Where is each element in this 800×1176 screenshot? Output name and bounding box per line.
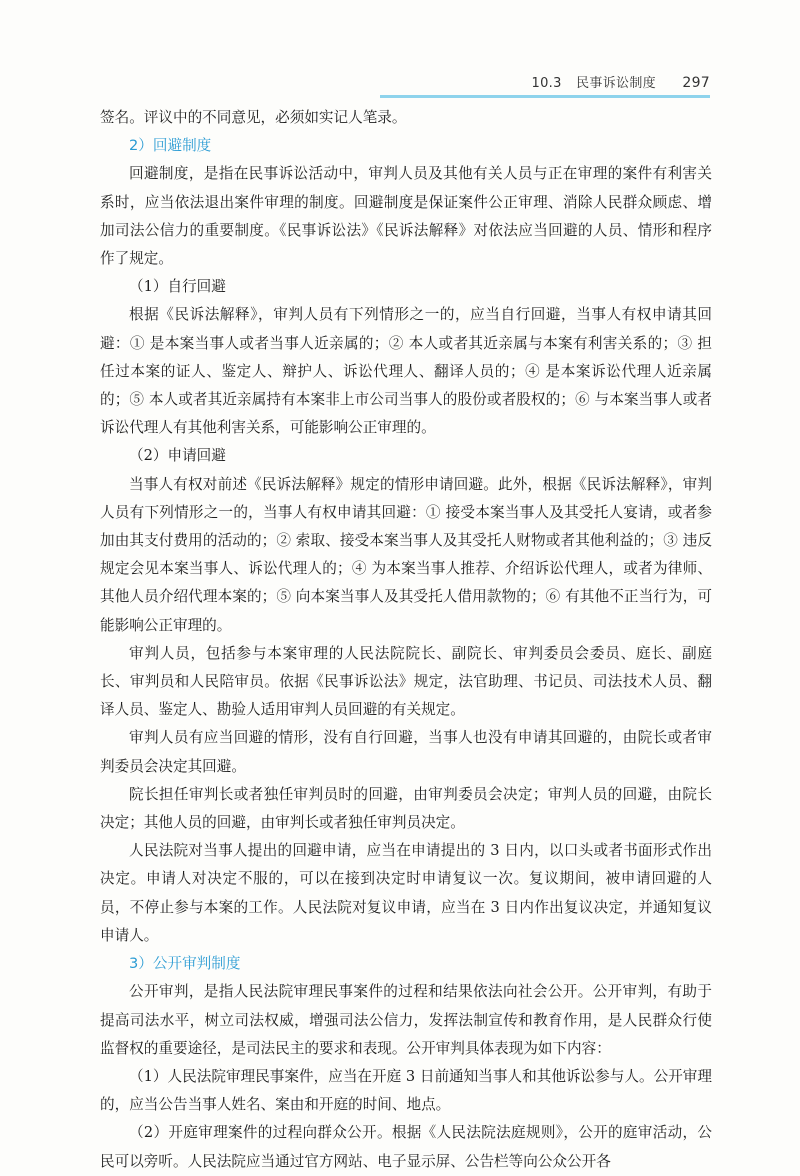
paragraph: 当事人有权对前述《民诉法解释》规定的情形申请回避。此外，根据《民诉法解释》，审判人员有下列情形之一的，当事人有权申请其回避：① 接受本案当事人及其受托人宴请，或者参加由其支付费用的活动的；② 索取、接受本案当事人及其受托人财物或者其他利益的；③ 违反规定会见本案当事人、诉讼代理人的；④ 为本案当事人推荐、介绍诉讼代理人，或者为律师、其他人员介绍代理本案的；⑤ 向本案当事人及其受托人借用款物的；⑥ 有其他不正当行为，可能影响公正审理的。 <box>100 475 712 634</box>
paragraph: 签名。评议中的不同意见，必须如实记人笔录。 <box>100 109 407 126</box>
page-number: 297 <box>682 75 710 91</box>
paragraph: 根据《民诉法解释》，审判人员有下列情形之一的，应当自行回避，当事人有权申请其回避：① 是本案当事人或者当事人近亲属的；② 本人或者其近亲属与本案有利害关系的；③ 担任过本案的证人、鉴定人、辩护人、诉讼代理人、翻译人员的；④ 是本案诉讼代理人近亲属的；⑤ 本人或者其近亲属持有本案非上市公司当事人的股份或者股权的；⑥ 与本案当事人或者诉讼代理人有其他利害关系，可能影响公正审理的。 <box>100 306 712 437</box>
sub-heading: （2）申请回避 <box>129 447 226 465</box>
paragraph: 审判人员，包括参与本案审理的人民法院院长、副院长、审判委员会委员、庭长、副庭长、审判员和人民陪审员。依据《民事诉讼法》规定，法官助理、书记员、司法技术人员、翻译人员、鉴定人、勘验人适用审判人员回避的有关规定。 <box>100 644 712 719</box>
paragraph: 人民法院对当事人提出的回避申请，应当在申请提出的 3 日内，以口头或者书面形式作出决定。申请人对决定不服的，可以在接到决定时申请复议一次。复议期间，被申请回避的人员，不停止参与本案的工作。人民法院对复议申请，应当在 3 日内作出复议决定，并通知复议申请人。 <box>100 842 712 944</box>
subsection-heading: 2）回避制度 <box>129 137 212 155</box>
header-rule <box>380 95 710 98</box>
paragraph: （1）人民法院审理民事案件，应当在开庭 3 日前通知当事人和其他诉讼参与人。公开审理的，应当公告当事人姓名、案由和开庭的时间、地点。 <box>100 1067 712 1114</box>
paragraph: 审判人员有应当回避的情形，没有自行回避，当事人也没有申请其回避的，由院长或者审判委员会决定其回避。 <box>100 729 712 775</box>
paragraph: 院长担任审判长或者独任审判员时的回避，由审判委员会决定；审判人员的回避，由院长决定；其他人员的回避，由审判长或者独任审判员决定。 <box>100 785 712 832</box>
section-number: 10.3 <box>531 76 562 91</box>
subsection-heading: 3）公开审判制度 <box>129 955 241 973</box>
sub-heading: （1）自行回避 <box>129 278 226 296</box>
paragraph: 回避制度，是指在民事诉讼活动中，审判人员及其他有关人员与正在审理的案件有利害关系时，应当依法退出案件审理的制度。回避制度是保证案件公正审理、消除人民群众顾虑、增加司法公信力的重要制度。《民事诉讼法》《民诉法解释》对依法应当回避的人员、情形和程序作了规定。 <box>100 165 712 268</box>
running-header <box>532 72 710 91</box>
paragraph: （2）开庭审理案件的过程向群众公开。根据《人民法院法庭规则》，公开的庭审活动，公民可以旁听。人民法院应当通过官方网站、电子显示屏、公告栏等向公众公开各 <box>100 1124 712 1170</box>
paragraph: 公开审判，是指人民法院审理民事案件的过程和结果依法向社会公开。公开审判，有助于提高司法水平，树立司法权威，增强司法公信力，发挥法制宣传和教育作用，是人民群众行使监督权的重要途径，是司法民主的要求和表现。公开审判具体表现为如下内容： <box>100 983 712 1057</box>
section-title: 民事诉讼制度 <box>576 76 656 91</box>
body-text <box>100 104 712 1176</box>
